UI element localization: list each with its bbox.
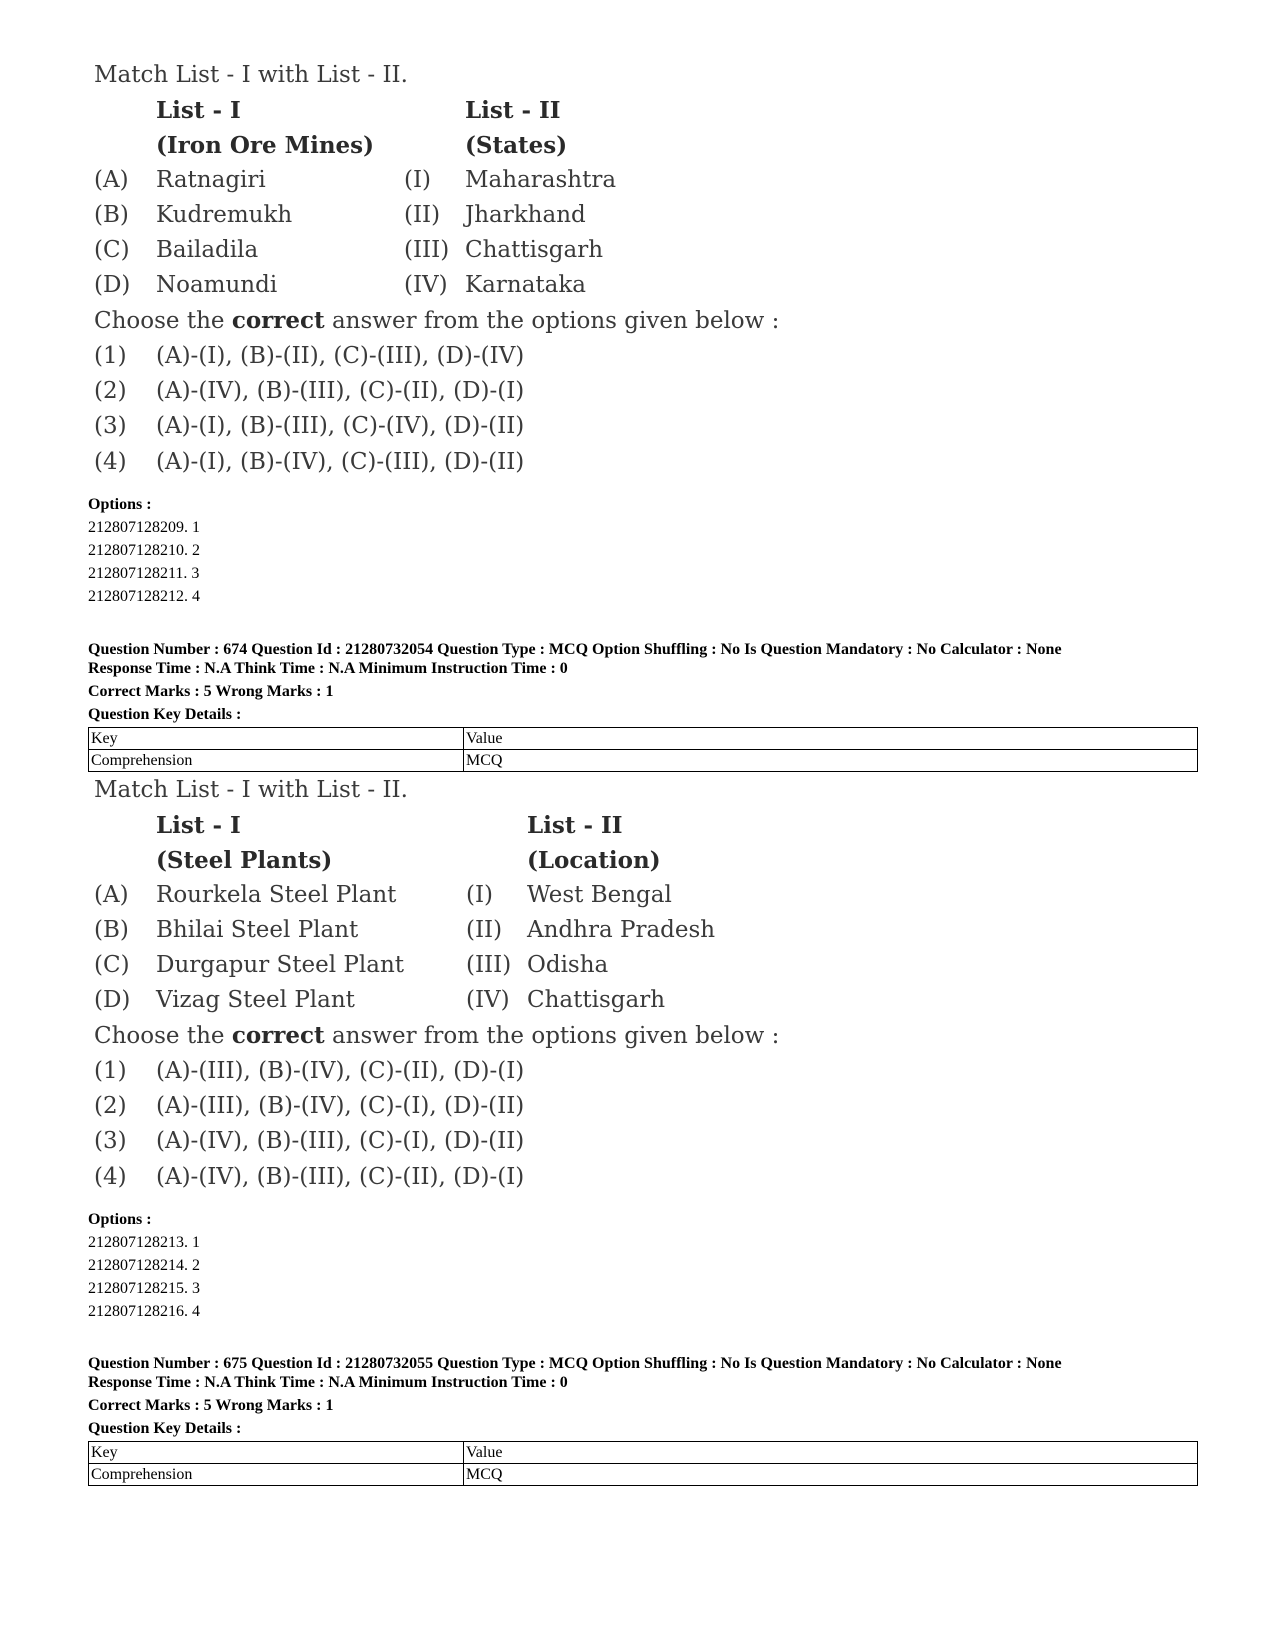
question-673-image: Match List - I with List - II. List - I List - II (Iron Ore Mines) (States) (A) Ratnagiri (I) Maharashtra (B) Kudremukh (II) Jharkhand (C) Bailadila (III) Chattisgarh (D) Noamundi (IV) Karnataka Choose the correct answer from the options given below : (1) (A)-(I), (B)-(II), (C)-(III), (D)-(IV) (2) (A)-(IV), (B)-(III), (C)-(II), (D)-(I) (3) (A)-(I), (B)-(III), (C)-(IV), (D)-(II) (4) (A)-(I), (B)-(IV), (C)-(III), (D)-(II) (94, 62, 780, 475)
question-meta-timing: Response Time : N.A Think Time : N.A Minimum Instruction Time : 0 (88, 1374, 568, 1391)
question-marks: Correct Marks : 5 Wrong Marks : 1 (88, 1397, 334, 1414)
match-heading: Match List - I with List - II. (94, 62, 408, 88)
list2-title: List - II (527, 812, 623, 839)
table-header-row (89, 728, 1198, 750)
match-heading: Match List - I with List - II. (94, 777, 408, 803)
choose-instruction: Choose the correct answer from the options given below : (94, 1022, 780, 1049)
options-label: Options : (88, 1211, 152, 1228)
option-item: 212807128209. 1 (88, 519, 200, 536)
option-item: 212807128216. 4 (88, 1303, 200, 1320)
key-details-label: Question Key Details : (88, 706, 242, 723)
list2-subtitle: (Location) (527, 847, 661, 874)
table-header-row (89, 1442, 1198, 1464)
question-marks: Correct Marks : 5 Wrong Marks : 1 (88, 683, 334, 700)
table-cell: Comprehension (89, 750, 464, 772)
table-cell: MCQ (464, 750, 1198, 772)
list2-subtitle: (States) (465, 132, 568, 159)
question-meta: Question Number : 675 Question Id : 21280732055 Question Type : MCQ Option Shuffling : No Is Question Mandatory : No Calculator : None (88, 1355, 1062, 1372)
option-item: 212807128214. 2 (88, 1257, 200, 1274)
table-cell: Comprehension (89, 1464, 464, 1486)
question-674-image: Match List - I with List - II. List - I List - II (Steel Plants) (Location) (A) Rourkela Steel Plant (I) West Bengal (B) Bhilai Steel Plant (II) Andhra Pradesh (C) Durgapur Steel Plant (III) Odisha (D) Vizag Steel Plant (IV) Chattisgarh Choose the correct answer from the options given below : (1) (A)-(III), (B)-(IV), (C)-(II), (D)-(I) (2) (A)-(III), (B)-(IV), (C)-(I), (D)-(II) (3) (A)-(IV), (B)-(III), (C)-(I), (D)-(II) (4) (A)-(IV), (B)-(III), (C)-(II), (D)-(I) (94, 777, 780, 1190)
list2-title: List - II (465, 97, 561, 124)
option-item: 212807128215. 3 (88, 1280, 200, 1297)
list1-title: List - I (156, 812, 241, 839)
table-cell: MCQ (464, 1464, 1198, 1486)
list1-subtitle: (Steel Plants) (156, 847, 333, 874)
table-header-cell: Key (89, 1442, 464, 1464)
question-key-table (88, 1441, 1198, 1486)
option-item: 212807128213. 1 (88, 1234, 200, 1251)
question-meta: Question Number : 674 Question Id : 21280732054 Question Type : MCQ Option Shuffling : No Is Question Mandatory : No Calculator : None (88, 641, 1062, 658)
options-label: Options : (88, 496, 152, 513)
option-item: 212807128212. 4 (88, 588, 200, 605)
table-header-cell: Key (89, 728, 464, 750)
table-row (89, 1464, 1198, 1486)
table-row (89, 750, 1198, 772)
table-header-cell: Value (464, 1442, 1198, 1464)
list1-subtitle: (Iron Ore Mines) (156, 132, 375, 159)
table-header-cell: Value (464, 728, 1198, 750)
option-item: 212807128211. 3 (88, 565, 200, 582)
choose-instruction: Choose the correct answer from the options given below : (94, 307, 780, 334)
question-key-table (88, 727, 1198, 772)
list1-title: List - I (156, 97, 241, 124)
question-meta-timing: Response Time : N.A Think Time : N.A Minimum Instruction Time : 0 (88, 660, 568, 677)
key-details-label: Question Key Details : (88, 1420, 242, 1437)
option-item: 212807128210. 2 (88, 542, 200, 559)
